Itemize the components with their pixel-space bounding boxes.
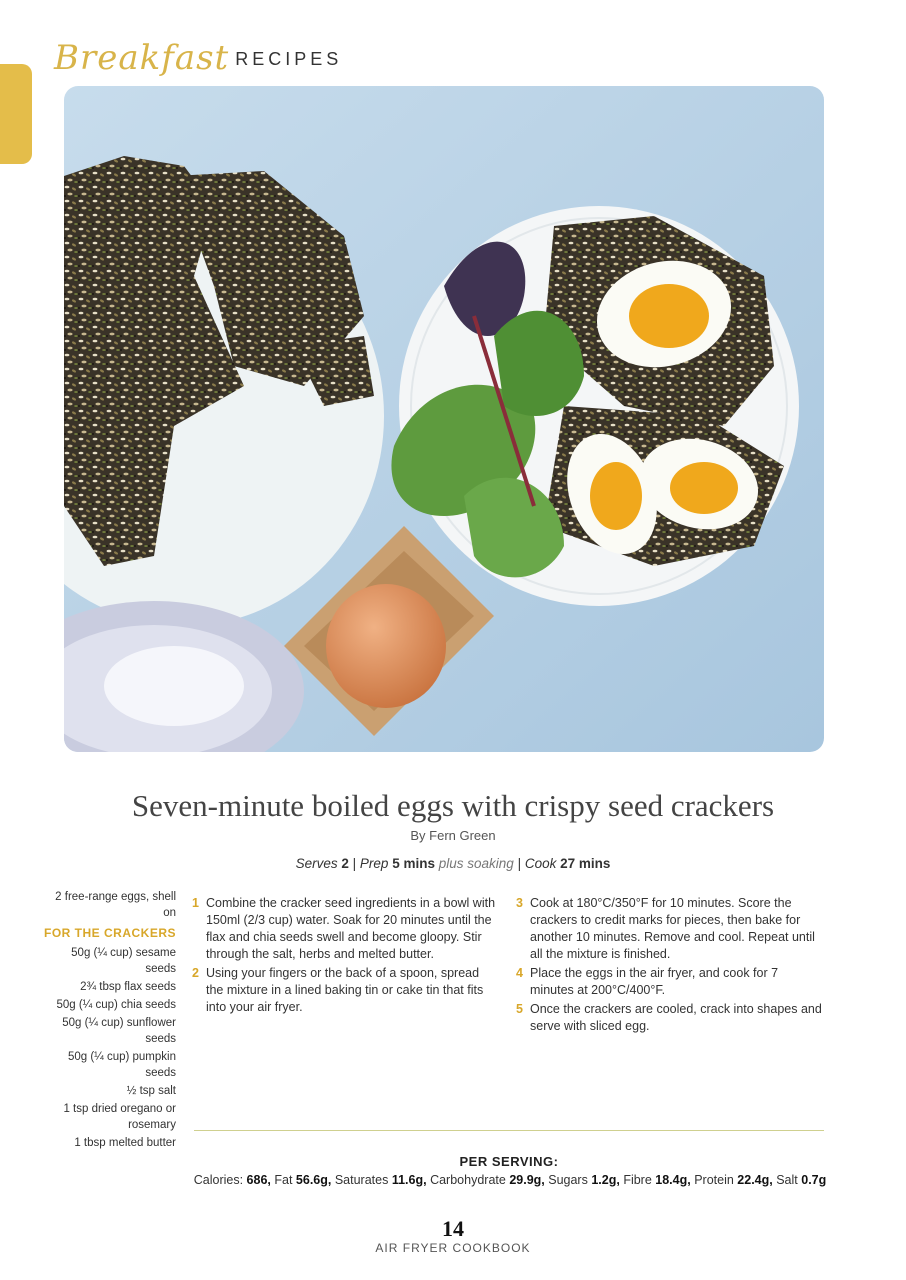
nutrition-value: 56.6g,	[295, 1173, 332, 1187]
prep-value: 5 mins	[392, 856, 435, 871]
step-number: 1	[192, 896, 199, 910]
step-number: 5	[516, 1002, 523, 1016]
method-step	[516, 1001, 824, 1035]
nutrition-label: Protein	[694, 1173, 734, 1187]
publication-title: AIR FRYER COOKBOOK	[375, 1241, 531, 1255]
method-step	[516, 895, 824, 963]
ingredient-item: 1 tsp dried oregano or rosemary	[63, 1103, 176, 1131]
nutrition-value: 0.7g	[801, 1173, 827, 1187]
recipe-meta	[0, 856, 906, 871]
nutrition-line	[190, 1173, 830, 1187]
section-script-word: Breakfast	[54, 38, 230, 78]
nutrition-divider	[194, 1130, 824, 1131]
meta-separator: |	[517, 856, 522, 871]
meta-separator: |	[352, 856, 357, 871]
section-header	[54, 34, 342, 78]
section-label: RECIPES	[235, 49, 343, 69]
nutrition-value: 22.4g,	[737, 1173, 773, 1187]
method-step	[516, 965, 824, 999]
nutrition-value: 11.6g,	[391, 1173, 427, 1187]
ingredient-item: 50g (¼ cup) pumpkin seeds	[67, 1051, 176, 1079]
step-text: Combine the cracker seed ingredients in a bowl with 150ml (2/3 cup) water. Soak for 20 minutes until the flax and chia seeds swell and become gloopy. Stir through the salt, herbs and melted butter.	[206, 896, 496, 961]
ingredients-subheading: FOR THE CRACKERS	[43, 926, 176, 940]
ingredients-list	[40, 889, 176, 1153]
nutrition-value: 29.9g,	[509, 1173, 545, 1187]
step-text: Place the eggs in the air fryer, and cook for 7 minutes at 200°C/400°F.	[530, 966, 779, 997]
prep-note: plus soaking	[438, 856, 514, 871]
nutrition-label: Salt	[776, 1173, 798, 1187]
step-text: Cook at 180°C/350°F for 10 minutes. Score the crackers to credit marks for pieces, then bake for another 10 minutes. Remove and cool. Repeat until all the mixture is finished.	[530, 896, 815, 961]
nutrition-label: Carbohydrate	[430, 1173, 506, 1187]
cook-label: Cook	[524, 856, 557, 871]
ingredient-item: 50g (¼ cup) sunflower seeds	[62, 1017, 176, 1045]
method-column-1	[192, 895, 498, 1018]
cook-value: 27 mins	[560, 856, 611, 871]
step-text: Using your fingers or the back of a spoon, spread the mixture in a lined baking tin or cake tin that fits into your air fryer.	[206, 966, 484, 1014]
step-number: 4	[516, 966, 523, 980]
recipe-byline: By Fern Green	[410, 828, 496, 843]
nutrition-label: Sugars	[548, 1173, 588, 1187]
page-number: 14	[442, 1216, 464, 1241]
nutrition-value: 18.4g,	[655, 1173, 691, 1187]
nutrition-label: Calories:	[193, 1173, 244, 1187]
method-step	[192, 965, 498, 1016]
serves-label: Serves	[295, 856, 338, 871]
method-column-2	[516, 895, 824, 1037]
ingredient-item: 2 free-range eggs, shell on	[55, 891, 176, 919]
recipe-photo	[64, 86, 824, 752]
nutrition-label: Saturates	[334, 1173, 389, 1187]
step-text: Once the crackers are cooled, crack into shapes and serve with sliced egg.	[530, 1002, 822, 1033]
nutrition-heading: PER SERVING:	[459, 1154, 559, 1169]
nutrition-value: 686,	[246, 1173, 271, 1187]
serves-value: 2	[341, 856, 349, 871]
step-number: 2	[192, 966, 199, 980]
method-step	[192, 895, 498, 963]
nutrition-label: Fibre	[623, 1173, 652, 1187]
section-tab	[0, 64, 32, 164]
ingredient-item: 1 tbsp melted butter	[74, 1137, 176, 1149]
ingredient-item: 2¾ tbsp flax seeds	[80, 981, 176, 993]
step-number: 3	[516, 896, 523, 910]
nutrition-value: 1.2g,	[591, 1173, 620, 1187]
recipe-photo-illustration	[64, 86, 824, 752]
nutrition-label: Fat	[274, 1173, 293, 1187]
prep-label: Prep	[359, 856, 389, 871]
ingredient-item: ½ tsp salt	[126, 1085, 176, 1097]
ingredient-item: 50g (¼ cup) chia seeds	[56, 999, 176, 1011]
ingredient-item: 50g (¼ cup) sesame seeds	[71, 947, 176, 975]
recipe-title: Seven-minute boiled eggs with crispy seed crackers	[131, 788, 775, 823]
